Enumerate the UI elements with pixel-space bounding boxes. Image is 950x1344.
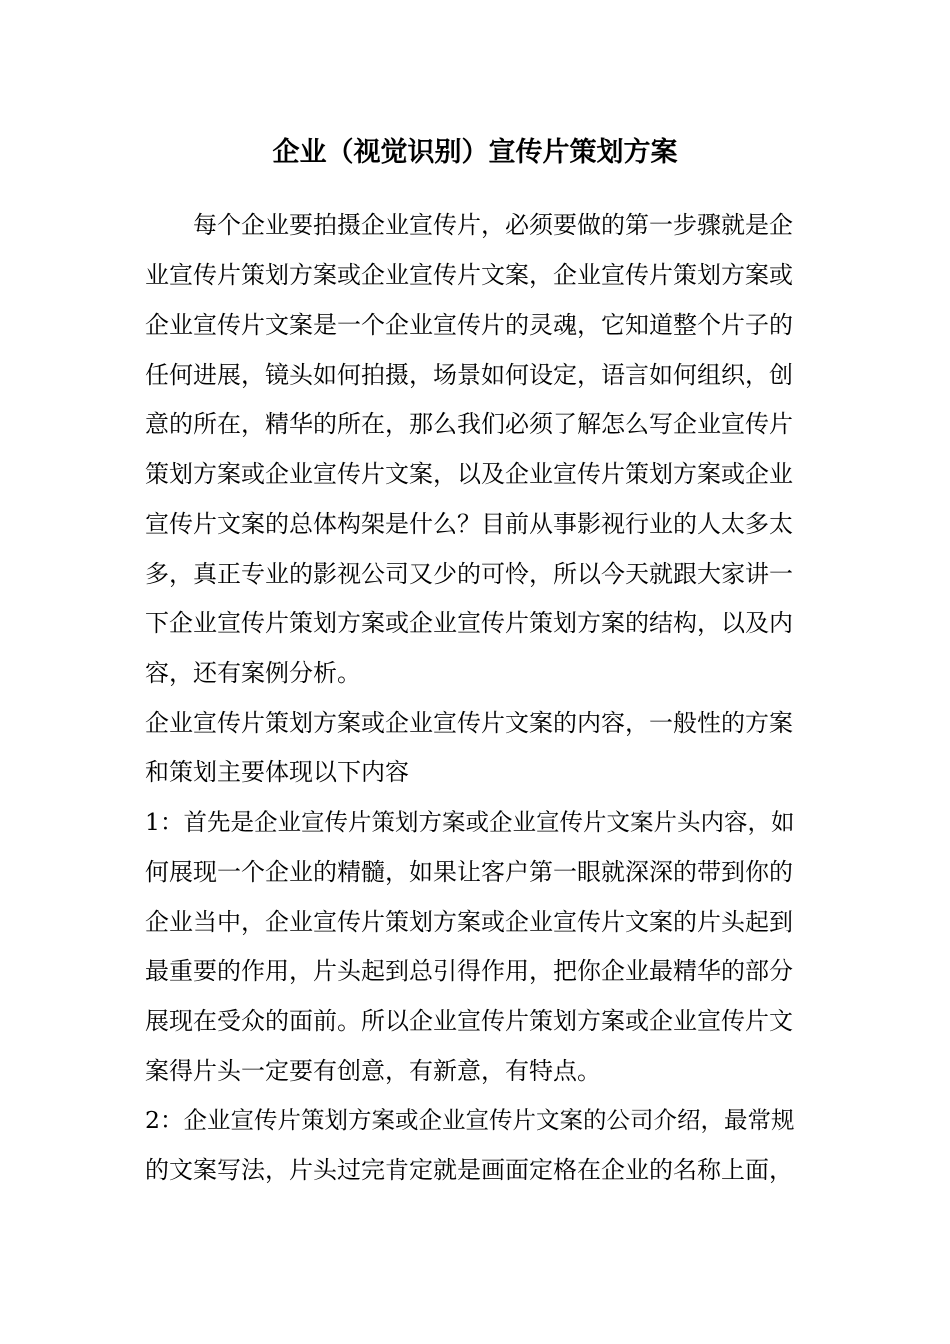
paragraph-1-line-9: 下企业宣传片策划方案或企业宣传片策划方案的结构，以及内: [145, 609, 793, 637]
paragraph-1-line-1: 每个企业要拍摄企业宣传片，必须要做的第一步骤就是企: [193, 211, 793, 239]
paragraph-2-line-1: 企业宣传片策划方案或企业宣传片文案的内容，一般性的方案: [145, 709, 793, 737]
paragraph-1-line-6: 策划方案或企业宣传片文案，以及企业宣传片策划方案或企业: [145, 460, 793, 488]
paragraph-1-line-7: 宣传片文案的总体构架是什么？目前从事影视行业的人太多太: [145, 510, 793, 538]
item-1-line-5: 展现在受众的面前。所以企业宣传片策划方案或企业宣传片文: [145, 1007, 793, 1035]
paragraph-1-line-10: 容，还有案例分析。: [145, 659, 361, 687]
item-1-line-6: 案得片头一定要有创意，有新意，有特点。: [145, 1057, 601, 1085]
paragraph-1-line-5: 意的所在，精华的所在，那么我们必须了解怎么写企业宣传片: [145, 410, 793, 438]
paragraph-2-line-2: 和策划主要体现以下内容: [145, 758, 409, 786]
item-1-line-4: 最重要的作用，片头起到总引得作用，把你企业最精华的部分: [145, 957, 793, 985]
item-2-line-1: 2：企业宣传片策划方案或企业宣传片文案的公司介绍，最常规: [145, 1106, 795, 1134]
paragraph-1-line-4: 任何进展，镜头如何拍摄，场景如何设定，语言如何组织，创: [145, 361, 793, 389]
item-1-line-2: 何展现一个企业的精髓，如果让客户第一眼就深深的带到你的: [145, 858, 793, 886]
item-1-line-3: 企业当中，企业宣传片策划方案或企业宣传片文案的片头起到: [145, 908, 793, 936]
paragraph-1-line-2: 业宣传片策划方案或企业宣传片文案，企业宣传片策划方案或: [145, 261, 793, 289]
item-2-line-2: 的文案写法，片头过完肯定就是画面定格在企业的名称上面，: [145, 1156, 793, 1184]
paragraph-1-line-8: 多，真正专业的影视公司又少的可怜，所以今天就跟大家讲一: [145, 560, 793, 588]
item-1-line-1: 1：首先是企业宣传片策划方案或企业宣传片文案片头内容，如: [145, 808, 795, 836]
paragraph-1-line-3: 企业宣传片文案是一个企业宣传片的灵魂，它知道整个片子的: [145, 311, 793, 339]
document-title: 企业（视觉识别）宣传片策划方案: [272, 137, 678, 168]
